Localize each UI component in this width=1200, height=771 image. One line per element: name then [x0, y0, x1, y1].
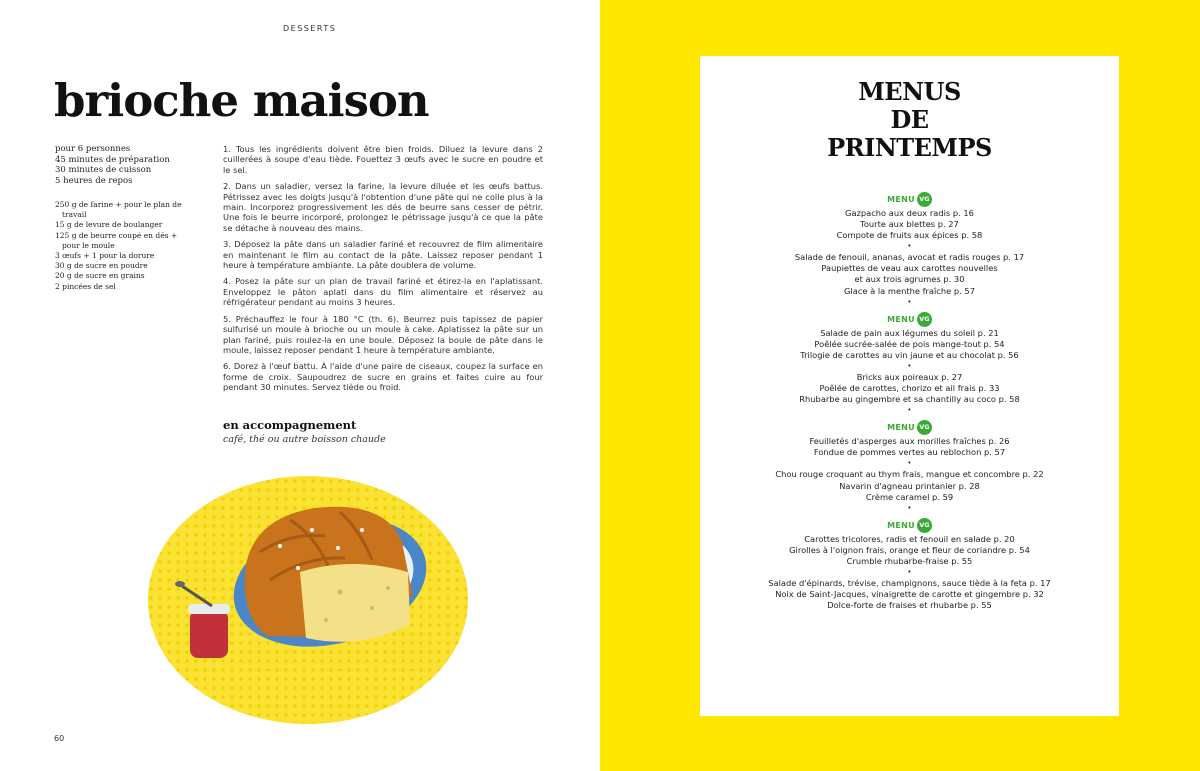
- vg-badge-icon: VG: [917, 312, 932, 327]
- ingredient-item: 20 g de sucre en grains: [55, 271, 145, 281]
- menu-dish: Poêlée sucrée-salée de pois mange-tout p. 54: [814, 338, 1005, 349]
- menu-dish: Salade de fenouil, ananas, avocat et radis rouges p. 17: [794, 252, 1025, 263]
- menu-block: [700, 420, 1119, 513]
- recipe-step: 4. Posez la pâte sur un plan de travail fariné et étirez-la en l'aplatissant. Enveloppez le pâton aplati dans du film alimentaire et réservez au réfrigérateur pendant au moins 3 heures.: [223, 276, 543, 308]
- meta-servings: pour 6 personnes: [55, 144, 131, 154]
- menu-word: MENU: [887, 194, 915, 204]
- menu-dish: Poêlée de carottes, chorizo et ail frais p. 33: [819, 383, 1000, 394]
- menu-word: MENU: [887, 314, 915, 324]
- menu-dish: Chou rouge croquant au thym frais, mangue et concombre p. 22: [775, 469, 1044, 480]
- menu-dish: Crème caramel p. 59: [865, 491, 954, 502]
- menu-block: [700, 518, 1119, 612]
- accompaniment-text: café, thé ou autre boisson chaude: [223, 434, 386, 445]
- recipe-step: 3. Déposez la pâte dans un saladier fariné et recouvrez de film alimentaire en maintenant le film au contact de la pâte. Laissez reposer pendant 1 heure à température ambiante. La pâte doublera de volume.: [223, 239, 543, 271]
- menu-label: [700, 518, 1119, 533]
- menu-dish: Salade de pain aux légumes du soleil p. 21: [820, 327, 999, 338]
- vg-badge-icon: VG: [917, 192, 932, 207]
- meta-prep-time: 45 minutes de préparation: [55, 154, 170, 165]
- menu-dish: Glace à la menthe fraîche p. 57: [844, 285, 975, 296]
- menu-label: [700, 192, 1119, 207]
- separator-dot-icon: •: [907, 242, 912, 251]
- brioche-illustration: [140, 460, 480, 730]
- vg-badge-icon: VG: [917, 420, 932, 435]
- menu-block: [700, 192, 1119, 308]
- meta-rest-time: 5 heures de repos: [55, 175, 133, 186]
- separator-dot-icon: •: [907, 297, 912, 306]
- meta-cook-time: 30 minutes de cuisson: [55, 165, 152, 175]
- vg-badge-icon: VG: [917, 518, 932, 533]
- menu-word: MENU: [887, 423, 915, 433]
- menu-dish: Compote de fruits aux épices p. 58: [836, 230, 983, 241]
- separator-dot-icon: •: [907, 406, 912, 415]
- ingredient-item: 250 g de farine + pour le plan de travail: [55, 200, 182, 220]
- recipe-step: 6. Dorez à l'œuf battu. À l'aide d'une paire de ciseaux, coupez la surface en forme de croix. Saupoudrez de sucre en grains et faites cuire au four pendant 30 minutes. Servez tiède ou froid.: [223, 361, 543, 393]
- ingredient-item: 2 pincées de sel: [55, 281, 116, 291]
- ingredient-item: 3 œufs + 1 pour la dorure: [55, 251, 155, 261]
- menu-dish: Noix de Saint-Jacques, vinaigrette de carotte et gingembre p. 32: [775, 589, 1044, 600]
- accompaniment-title: en accompagnement: [223, 418, 357, 432]
- right-page: [600, 0, 1200, 771]
- separator-dot-icon: •: [907, 503, 912, 512]
- recipe-step: 1. Tous les ingrédients doivent être bien froids. Diluez la levure dans 2 cuillerées à soupe d'eau tiède. Fouettez 3 œufs avec le sucre en poudre et le sel.: [223, 144, 543, 175]
- recipe-title: brioche maison: [54, 74, 429, 127]
- menu-dish: Gazpacho aux deux radis p. 16: [845, 208, 974, 218]
- menu-dish: Paupiettes de veau aux carottes nouvelles: [821, 263, 998, 274]
- recipe-meta: [55, 144, 170, 186]
- menus-list: [700, 192, 1119, 615]
- menu-dish: Salade d'épinards, trévise, champignons, sauce tiède à la feta p. 17: [768, 577, 1051, 588]
- menu-heading-line: PRINTEMPS: [827, 133, 992, 162]
- menu-label: [700, 312, 1119, 327]
- menu-label: [700, 420, 1119, 435]
- menu-card: [700, 56, 1119, 716]
- ingredient-item: 15 g de levure de boulanger: [55, 220, 163, 230]
- menu-dish: et aux trois agrumes p. 30: [854, 274, 965, 285]
- separator-dot-icon: •: [907, 361, 912, 370]
- ingredients-list: [55, 200, 185, 292]
- ingredient-item: 30 g de sucre en poudre: [55, 261, 148, 271]
- menu-dish: Girolles à l'oignon frais, orange et fleur de coriandre p. 54: [789, 544, 1030, 555]
- ingredient-item: 125 g de beurre coupé en dés + pour le moule: [55, 230, 178, 250]
- recipe-step: 5. Préchauffez le four à 180 °C (th. 6). Beurrez puis tapissez de papier sulfurisé un moule à brioche ou un moule à cake. Aplatissez la pâte sur un plan fariné, puis roulez-la en une boule. Déposez la boule de pâte dans le moule, laissez reposer pendant 1 heure à température ambiante.: [223, 313, 543, 355]
- menu-dish: Trilogie de carottes au vin jaune et au chocolat p. 56: [800, 349, 1019, 360]
- page-number: 60: [54, 734, 65, 743]
- menu-dish: Crumble rhubarbe-fraise p. 55: [846, 555, 973, 566]
- menu-dish: Navarin d'agneau printanier p. 28: [839, 480, 980, 491]
- menu-dish: Fondue de pommes vertes au reblochon p. 57: [813, 447, 1006, 458]
- menu-heading: [700, 78, 1119, 162]
- separator-dot-icon: •: [907, 459, 912, 468]
- menu-dish: Tourte aux blettes p. 27: [860, 219, 959, 230]
- menu-heading-line: MENUS: [858, 77, 961, 106]
- menu-dish: Carottes tricolores, radis et fenouil en salade p. 20: [804, 533, 1015, 544]
- menu-word: MENU: [887, 520, 915, 530]
- recipe-steps: [223, 144, 543, 399]
- section-label: DESSERTS: [283, 24, 337, 33]
- menu-dish: Dolce-forte de fraises et rhubarbe p. 55: [827, 600, 992, 611]
- menu-dish: Rhubarbe au gingembre et sa chantilly au coco p. 58: [799, 394, 1020, 405]
- menu-heading-line: DE: [890, 105, 929, 134]
- menu-dish: Feuilletés d'asperges aux morilles fraîches p. 26: [809, 436, 1010, 447]
- separator-dot-icon: •: [907, 567, 912, 576]
- menu-block: [700, 312, 1119, 417]
- menu-dish: Bricks aux poireaux p. 27: [856, 371, 963, 382]
- recipe-step: 2. Dans un saladier, versez la farine, la levure diluée et les œufs battus. Pétrissez avec les doigts jusqu'à l'obtention d'une pâte qui ne colle plus à la main. Incorporez progressivement les dés de beurre sans cesser de pétrir. Une fois le beurre incorporé, prolongez le pétrissage jusqu'à ce que la pâte se détache à nouveau des mains.: [223, 181, 543, 233]
